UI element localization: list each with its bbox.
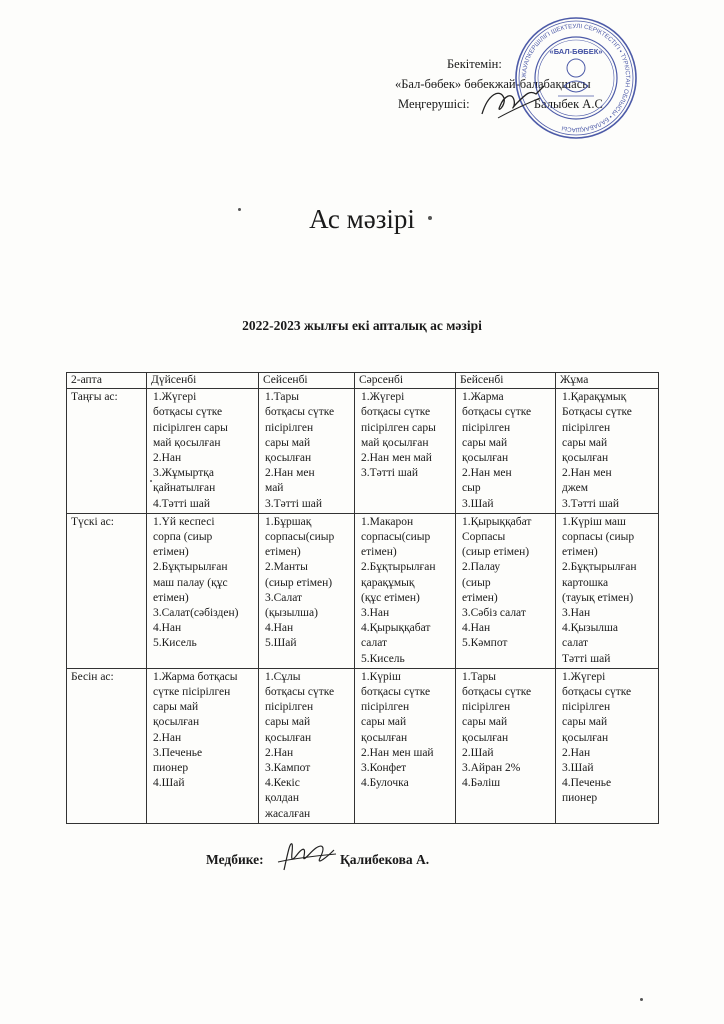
menu-line: қосылған [562,731,609,744]
menu-line: (сиыр етімен) [462,546,530,559]
menu-line: 4.Шай [153,777,185,790]
menu-line: 4.Нан [462,622,491,635]
menu-line: 1.Жүгері [153,391,197,404]
menu-line: сары май [562,436,608,449]
menu-line: картошка [562,576,609,589]
seal-center-text: «БАЛ-БӨБЕК» [549,47,603,56]
menu-line: пісірілген [562,421,611,434]
menu-line: джем [562,482,589,495]
menu-line: 3.Нан [361,607,390,620]
menu-line: 2.Нан [153,731,182,744]
menu-line: ботқасы сүтке [462,686,532,699]
menu-line: пісірілген сары [361,421,436,434]
menu-line: пісірілген [462,421,511,434]
menu-line: 4.Нан [265,622,294,635]
menu-line: сорпасы (сиыр [562,531,635,544]
menu-line: 3.Кампот [265,762,311,775]
column-header: 2-апта [67,373,147,389]
menu-line: пісірілген сары [153,421,228,434]
menu-line: қосылған [265,731,312,744]
menu-line: 3.Айран 2% [462,762,521,775]
menu-line: етімен) [265,546,301,559]
menu-line: 2.Нан мен май [361,452,432,465]
menu-line: 3.Конфет [361,762,407,775]
menu-line: сары май [462,436,508,449]
menu-cell [147,389,259,514]
menu-subtitle: 2022-2023 жылғы екі апталық ас мәзірі [242,318,482,333]
menu-cell [259,668,355,823]
menu-line: сорпасы(сиыр [361,531,431,544]
menu-line: 4.Булочка [361,777,409,790]
menu-line: 1.Бұршақ [265,515,312,528]
meal-label: Түскі ас: [67,513,147,668]
menu-line: 2.Бұқтырылған [361,561,436,574]
menu-line: 3.Тәтті шай [265,497,322,510]
menu-line: пісірілген [265,421,314,434]
menu-line: етімен) [462,591,498,604]
menu-line: 2.Нан мен [562,467,612,480]
menu-line: 1.Күріш маш [562,515,626,528]
menu-line: қайнатылған [153,482,216,495]
menu-line: етімен) [153,591,189,604]
menu-table [66,372,659,824]
menu-line: сыр [462,482,481,495]
menu-line: май [265,482,284,495]
director-name: Балыбек А.С [533,97,603,111]
menu-line: ботқасы сүтке [562,686,632,699]
menu-line: сорпа (сиыр [153,531,213,544]
approval-heading: Бекітемін: [447,57,502,71]
menu-line: 2.Нан [562,746,591,759]
director-signature [478,84,548,122]
menu-line: ботқасы сүтке [361,686,431,699]
menu-line: 1.Қарақұмық [562,391,627,404]
menu-cell [355,389,456,514]
menu-line: ботқасы сүтке [265,686,335,699]
table-row [67,513,659,668]
menu-line: жасалған [265,807,311,820]
table-header-row [67,373,659,389]
menu-line: 2.Нан [265,746,294,759]
menu-line: пісірілген [265,701,314,714]
menu-line: 3.Тәтті шай [361,467,418,480]
menu-line: 1.Күріш [361,670,401,683]
menu-line: 1.Макарон [361,515,414,528]
menu-line: 1.Қырыққабат [462,515,532,528]
menu-line: (сиыр етімен) [265,576,333,589]
menu-line: 3.Шай [562,762,594,775]
menu-line: ботқасы сүтке [361,406,431,419]
menu-line: (тауық етімен) [562,591,634,604]
menu-line: (сиыр [462,576,491,589]
menu-line: ботқасы сүтке [462,406,532,419]
menu-line: маш палау (құс [153,576,228,589]
menu-line: 2.Нан [153,452,182,465]
menu-line: 1.Сұлы [265,670,301,683]
menu-line: 3.Жұмыртқа [153,467,214,480]
menu-line: қарақұмық [361,576,415,589]
menu-line: 3.Салат(сәбізден) [153,607,239,620]
menu-line: 3.Салат [265,591,303,604]
menu-line: 2.Бұқтырылған [562,561,637,574]
page-title: Ас мәзірі [309,204,415,234]
menu-line: сорпасы(сиыр [265,531,335,544]
scan-speck [640,998,643,1001]
menu-line: 2.Бұқтырылған [153,561,228,574]
menu-cell [456,389,556,514]
menu-line: 3.Нан [562,607,591,620]
menu-line: 1.Жүгері [361,391,405,404]
nurse-signature [276,836,338,876]
menu-line: 1.Жарма ботқасы [153,670,238,683]
menu-line: 3.Сәбіз салат [462,607,526,620]
menu-line: 2.Нан мен шай [361,746,434,759]
menu-line: 5.Кәмпот [462,637,508,650]
menu-line: сары май [562,716,608,729]
scan-speck [428,216,432,220]
menu-line: 3.Печенье [153,746,203,759]
menu-line: салат [361,637,388,650]
menu-line: 1.Жарма [462,391,504,404]
menu-line: 1.Тары [462,670,496,683]
director-label: Меңгерушісі: [398,97,470,111]
menu-line: Сорпасы [462,531,506,544]
menu-cell [556,389,659,514]
menu-cell [259,389,355,514]
menu-line: қосылған [462,731,509,744]
menu-line: 1.Үй кеспесі [153,515,215,528]
approval-organization: «Бал-бөбек» бөбекжай-балабақшасы [395,77,591,91]
menu-cell [456,513,556,668]
menu-line: Тәтті шай [562,652,611,665]
menu-line: пісірілген [462,701,511,714]
menu-line: май қосылған [361,436,429,449]
menu-line: 2.Манты [265,561,308,574]
table-row [67,668,659,823]
menu-cell [556,513,659,668]
menu-line: салат [562,637,589,650]
menu-cell [259,513,355,668]
scan-speck [238,208,241,211]
menu-line: 4.Нан [153,622,182,635]
menu-line: 4.Қызылша [562,622,618,635]
menu-line: 4.Печенье [562,777,612,790]
menu-line: етімен) [361,546,397,559]
menu-line: 4.Кекіс [265,777,300,790]
menu-line: 4.Қырыққабат [361,622,431,635]
menu-line: сары май [361,716,407,729]
menu-line: сары май [265,436,311,449]
menu-line: пісірілген [562,701,611,714]
menu-line: (қызылша) [265,607,318,620]
menu-line: қосылған [265,452,312,465]
menu-line: май қосылған [153,436,221,449]
menu-line: 1.Жүгері [562,670,606,683]
nurse-signature-line [206,852,430,868]
menu-line: 3.Тәтті шай [562,497,619,510]
menu-line: 2.Палау [462,561,501,574]
column-header: Бейсенбі [456,373,556,389]
menu-line: қолдан [265,792,300,805]
menu-line: етімен) [153,546,189,559]
menu-cell [147,668,259,823]
menu-line: пионер [562,792,598,805]
menu-line: қосылған [562,452,609,465]
menu-cell [147,513,259,668]
menu-line: сары май [153,701,199,714]
menu-line: 1.Тары [265,391,299,404]
menu-cell [355,513,456,668]
nurse-label: Медбике: [206,852,264,867]
menu-line: (құс етімен) [361,591,420,604]
menu-line: етімен) [562,546,598,559]
table-row [67,389,659,514]
menu-line: 5.Шай [265,637,297,650]
scan-speck [150,480,152,482]
column-header: Дүйсенбі [147,373,259,389]
menu-cell [456,668,556,823]
seal-ring-text: ЖАУАПКЕРШІЛІГІ ШЕКТЕУЛІ СЕРІКТЕСТІГІ • ТҮРКІСТАН ОБЛЫСЫ • БАЛАБАҚШАСЫ [520,22,632,134]
menu-line: қосылған [361,731,408,744]
meal-label: Бесін ас: [67,668,147,823]
menu-line: сары май [462,716,508,729]
menu-line: 3.Шай [462,497,494,510]
menu-line: пісірілген [361,701,410,714]
menu-cell [355,668,456,823]
menu-line: 2.Шай [462,746,494,759]
menu-line: ботқасы сүтке [153,406,223,419]
menu-line: Ботқасы сүтке [562,406,632,419]
menu-line: ботқасы сүтке [265,406,335,419]
menu-line: 5.Кисель [153,637,197,650]
menu-line: 4.Тәтті шай [153,497,210,510]
menu-line: қосылған [153,716,200,729]
menu-line: 4.Бәліш [462,777,501,790]
menu-line: қосылған [462,452,509,465]
menu-cell [556,668,659,823]
column-header: Сейсенбі [259,373,355,389]
menu-line: сүтке пісірілген [153,686,231,699]
column-header: Жұма [556,373,659,389]
menu-line: 2.Нан мен [462,467,512,480]
menu-line: 5.Кисель [361,652,405,665]
nurse-name: Қалибекова А. [340,852,430,867]
menu-line: 2.Нан мен [265,467,315,480]
menu-line: пионер [153,762,189,775]
menu-line: сары май [265,716,311,729]
column-header: Сәрсенбі [355,373,456,389]
meal-label: Таңғы ас: [67,389,147,514]
